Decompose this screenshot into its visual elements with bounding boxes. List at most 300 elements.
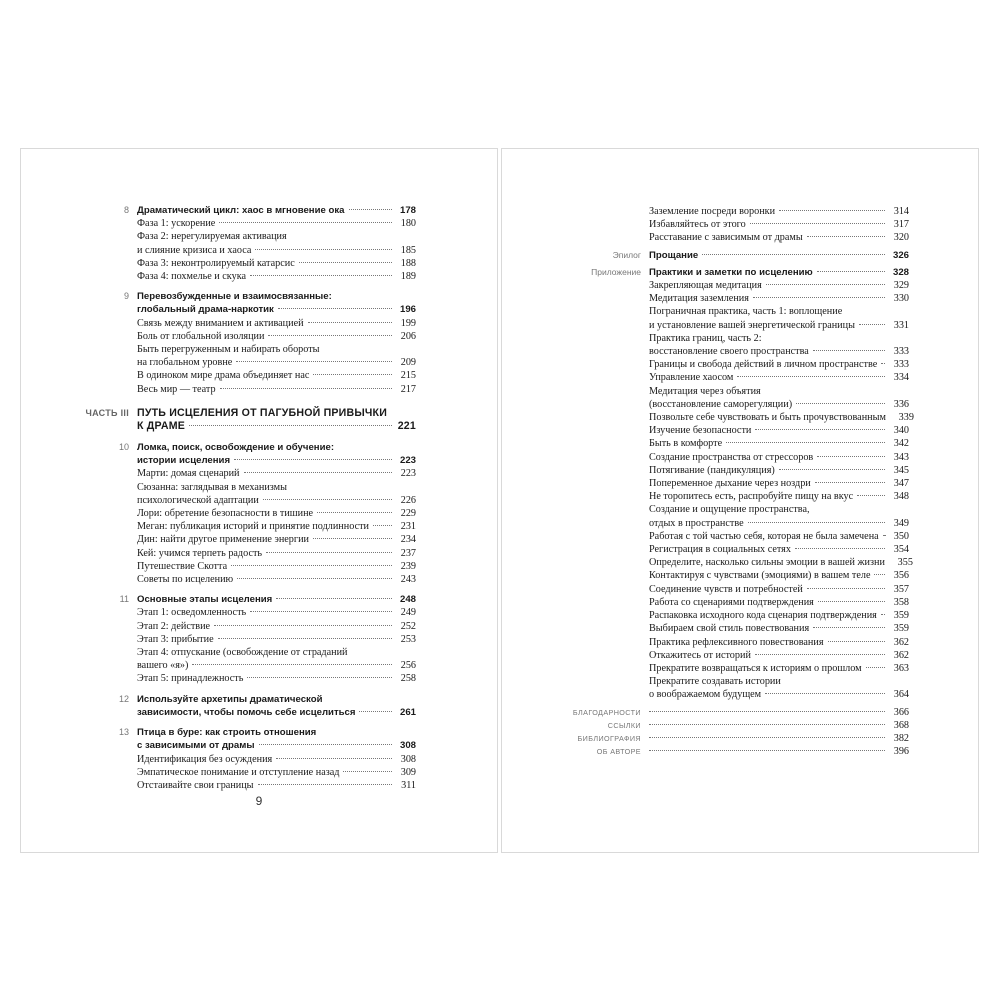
- toc-entry-text: Боль от глобальной изоляции: [137, 330, 265, 342]
- toc-entry-text: на глобальном уровне: [137, 357, 233, 369]
- toc-entry: [649, 649, 909, 662]
- toc-entry: [649, 451, 909, 464]
- dot-leader: [234, 459, 392, 460]
- toc-entry-text: Птица в буре: как строить отношения: [137, 727, 317, 739]
- chapter-title: [137, 726, 416, 752]
- toc-entry: [649, 424, 909, 437]
- toc-entry-text: Эмпатическое понимание и отступление назад: [137, 766, 340, 778]
- toc-entry: [137, 753, 416, 766]
- toc-page-number: 320: [893, 232, 909, 244]
- toc-entry: [137, 560, 416, 573]
- toc-page-number: 196: [399, 304, 416, 316]
- chapter-ch9: [123, 290, 416, 396]
- toc-entry: [649, 464, 909, 477]
- toc-entry-text: Связь между вниманием и активацией: [137, 317, 304, 329]
- toc-entry-text: Фаза 1: ускорение: [137, 218, 216, 230]
- toc-entry: [137, 317, 416, 330]
- dot-leader: [373, 525, 392, 526]
- dot-leader: [737, 376, 885, 377]
- toc-entry-text: Лори: обретение безопасности в тишине: [137, 508, 314, 520]
- toc-entry-text: Создание пространства от стрессоров: [649, 451, 814, 463]
- toc-entry-text: зависимости, чтобы помочь себе исцелиться: [137, 706, 356, 718]
- toc-entry: [649, 305, 909, 331]
- toc-entry-text: К ДРАМЕ: [137, 420, 186, 433]
- toc-entry: [137, 343, 416, 369]
- toc-page-number: 347: [893, 478, 909, 490]
- toc-entry-text: Прекратите возвращаться к историям о прошлом: [649, 662, 862, 674]
- dot-leader: [236, 361, 392, 362]
- toc-page-number: 258: [400, 673, 416, 685]
- toc-entry-text: Работая с той частью себя, которая не была замечена: [649, 530, 879, 542]
- toc-page-number: 308: [399, 740, 416, 752]
- chapter-number: 8: [123, 205, 129, 215]
- dot-leader: [247, 677, 392, 678]
- toc-entry-text: истории исцеления: [137, 455, 231, 467]
- toc-entry-text: Драматический цикл: хаос в мгновение ока: [137, 205, 345, 216]
- toc-entry-text: отдых в пространстве: [649, 517, 744, 529]
- toc-entry: [649, 490, 909, 503]
- dot-leader: [813, 627, 885, 628]
- dot-leader: [313, 374, 392, 375]
- chapter-number: 10: [118, 442, 129, 453]
- chapter-number: 11: [119, 594, 129, 605]
- toc-entry-text: Определите, насколько сильны эмоции в вашей жизни: [649, 557, 885, 569]
- toc-entry-text: о воображаемом будущем: [649, 689, 762, 701]
- toc-entry-text: Откажитесь от историй: [649, 649, 751, 661]
- dot-leader: [214, 625, 392, 626]
- toc-page-number: 396: [893, 746, 909, 758]
- page-number: 9: [255, 794, 263, 808]
- toc-entry-text: Позвольте себе чувствовать и быть прочувствованным: [649, 412, 886, 424]
- back-matter-label: ОБ АВТОРЕ: [596, 747, 641, 757]
- chapter-number: 9: [123, 291, 129, 302]
- appendix-section: [591, 266, 914, 702]
- dot-leader: [231, 565, 392, 566]
- toc-entry-text: Марти: домая сценарий: [137, 468, 240, 480]
- toc-page-number: 199: [400, 317, 416, 329]
- dot-leader: [218, 638, 392, 639]
- dot-leader: [649, 750, 885, 751]
- toc-page-number: 329: [893, 280, 909, 292]
- toc-entry: [137, 779, 416, 792]
- part-title: [137, 407, 416, 434]
- toc-entry-text: Прощание: [649, 249, 699, 261]
- dot-leader: [250, 611, 392, 612]
- toc-entry-text: Изучение безопасности: [649, 425, 752, 437]
- toc-page-number: 229: [400, 508, 416, 520]
- toc-page-number: 237: [400, 547, 416, 559]
- dot-leader: [766, 284, 885, 285]
- toc-entry-text: Кей: учимся терпеть радость: [137, 547, 263, 559]
- toc-entry-text: Путешествие Скотта: [137, 560, 228, 572]
- toc-entry-text: Медитация заземления: [649, 293, 749, 305]
- part-label: ЧАСТЬ III: [85, 407, 129, 418]
- chapter-ch8: [123, 204, 416, 283]
- dot-leader: [813, 350, 885, 351]
- toc-entry-text: ПУТЬ ИСЦЕЛЕНИЯ ОТ ПАГУБНОЙ ПРИВЫЧКИ: [137, 406, 388, 419]
- dot-leader: [349, 209, 393, 210]
- dot-leader: [359, 711, 392, 712]
- toc-entry-text: Фаза 4: похмелье и скука: [137, 271, 247, 283]
- toc-entry: [137, 672, 416, 685]
- toc-entry: [649, 437, 909, 450]
- dot-leader: [815, 482, 885, 483]
- dot-leader: [258, 784, 392, 785]
- dot-leader: [263, 499, 392, 500]
- toc-page-number: 339: [898, 412, 914, 424]
- toc-entry-text: Дин: найти другое применение энергии: [137, 534, 309, 546]
- dot-leader: [649, 737, 885, 738]
- toc-page-number: 180: [400, 218, 416, 230]
- toc-page-number: 363: [893, 662, 909, 674]
- chapter-number: 13: [118, 727, 129, 738]
- toc-entry: [649, 596, 909, 609]
- dot-leader: [883, 535, 885, 536]
- toc-page-number: 243: [400, 574, 416, 586]
- toc-entry-text: Не торопитесь есть, распробуйте пищу на вкус: [649, 491, 854, 503]
- back-matter-label: ССЫЛКИ: [607, 720, 641, 730]
- dot-leader: [299, 262, 392, 263]
- toc-entry: [137, 230, 416, 256]
- toc-entry-text: Советы по исцелению: [137, 574, 234, 586]
- toc-entry-text: Этап 5: принадлежность: [137, 673, 244, 685]
- dot-leader: [726, 442, 885, 443]
- toc-entry: [649, 662, 909, 675]
- toc-page-number: 185: [400, 244, 416, 256]
- toc-entry: [137, 257, 416, 270]
- toc-page-number: 178: [399, 205, 416, 216]
- toc-entry-text: Используйте архетипы драматической: [137, 693, 323, 705]
- epilogue-title: [649, 249, 909, 262]
- table-of-contents-left: [85, 204, 416, 792]
- toc-page-number: 357: [893, 583, 909, 595]
- part-three-heading: [85, 406, 416, 434]
- toc-entry: [137, 467, 416, 480]
- toc-entry: [137, 330, 416, 343]
- toc-entry-text: с зависимыми от драмы: [137, 740, 255, 752]
- toc-entry-text: Основные этапы исцеления: [137, 594, 273, 606]
- toc-entry: [649, 569, 909, 582]
- toc-page-number: 317: [893, 219, 909, 231]
- toc-entry-text: психологической адаптации: [137, 494, 259, 506]
- toc-page-number: 326: [892, 249, 909, 261]
- dot-leader: [266, 552, 392, 553]
- toc-page-number: 334: [893, 372, 909, 384]
- toc-entry-text: восстановление своего пространства: [649, 346, 809, 358]
- toc-entry-text: Потягивание (пандикуляция): [649, 464, 775, 476]
- toc-entry: [649, 279, 909, 292]
- toc-entry: [137, 481, 416, 507]
- toc-page-number: 309: [400, 766, 416, 778]
- toc-entry-text: Создание и ощущение пространства,: [649, 504, 810, 516]
- toc-entry-text: Фаза 3: неконтролируемый катарсис: [137, 257, 295, 269]
- dot-leader: [779, 210, 885, 211]
- toc-entry-text: Избавляйтесь от этого: [649, 219, 746, 231]
- toc-page-number: 382: [893, 732, 909, 744]
- toc-entry-text: Управление хаосом: [649, 372, 734, 384]
- dot-leader: [857, 495, 885, 496]
- toc-page-number: 231: [400, 521, 416, 533]
- toc-page-number: 234: [400, 534, 416, 546]
- dot-leader: [343, 771, 392, 772]
- toc-entry-text: Заземление посреди воронки: [649, 206, 776, 217]
- dot-leader: [881, 363, 885, 364]
- chapter-title: [137, 593, 416, 606]
- toc-entry: [649, 530, 909, 543]
- toc-page-number: 239: [400, 560, 416, 572]
- toc-entry: [649, 556, 913, 569]
- toc-entry-text: Этап 2: действие: [137, 620, 211, 632]
- back-matter-label: БИБЛИОГРАФИЯ: [577, 733, 641, 743]
- appendix-label: Приложение: [591, 266, 641, 277]
- toc-page-number: 189: [400, 271, 416, 283]
- toc-page-number: 209: [400, 357, 416, 369]
- dot-leader: [796, 403, 885, 404]
- toc-page-number: 350: [893, 530, 909, 542]
- toc-entry-text: Меган: публикация историй и принятие подлинности: [137, 521, 369, 533]
- toc-page-number: 359: [893, 623, 909, 635]
- toc-page-number: 308: [400, 753, 416, 765]
- dot-leader: [317, 512, 392, 513]
- dot-leader: [278, 308, 392, 309]
- toc-page-number: 345: [893, 464, 909, 476]
- dot-leader: [268, 335, 392, 336]
- toc-entry: [137, 633, 416, 646]
- chapter-ch10: [118, 441, 416, 586]
- toc-entry: [649, 205, 909, 218]
- appendix-title: [649, 266, 909, 279]
- dot-leader: [308, 322, 392, 323]
- toc-entry: [649, 503, 909, 529]
- toc-entry-text: Этап 3: прибытие: [137, 633, 214, 645]
- dot-leader: [881, 614, 885, 615]
- toc-entry-text: Попеременное дыхание через ноздри: [649, 478, 811, 490]
- toc-page-number: 314: [893, 206, 909, 217]
- dot-leader: [818, 601, 885, 602]
- toc-entry: [649, 385, 909, 411]
- toc-entry: [137, 606, 416, 619]
- toc-entry-text: Ломка, поиск, освобождение и обучение:: [137, 442, 335, 454]
- dot-leader: [779, 469, 885, 470]
- toc-entry-text: Распаковка исходного кода сценария подтверждения: [649, 610, 877, 622]
- toc-entry-text: и слияние кризиса и хаоса: [137, 244, 252, 256]
- back-matter-leader-row: [649, 719, 909, 732]
- toc-entry-text: Контактируя с чувствами (эмоциями) в вашем теле: [649, 570, 871, 582]
- toc-page-number: 206: [400, 330, 416, 342]
- toc-page-number: 354: [893, 544, 909, 556]
- toc-entry-text: вашего «я»): [137, 660, 189, 672]
- toc-entry-text: Соединение чувств и потребностей: [649, 583, 803, 595]
- toc-page-number: 355: [897, 557, 913, 569]
- back-matter-leader-row: [649, 732, 909, 745]
- toc-page-number: 356: [893, 570, 909, 582]
- dot-leader: [276, 598, 392, 599]
- toc-entry: [137, 217, 416, 230]
- toc-page-number: 331: [893, 319, 909, 331]
- chapter-title: [137, 693, 416, 719]
- back-matter-entry: [572, 706, 909, 719]
- toc-entry: [137, 646, 416, 672]
- dot-leader: [259, 744, 392, 745]
- epilogue-label: Эпилог: [612, 249, 641, 260]
- toc-entry-text: Выбираем свой стиль повествования: [649, 623, 810, 635]
- toc-entry-text: Работа со сценариями подтверждения: [649, 596, 814, 608]
- dot-leader: [276, 758, 392, 759]
- chapter-number: 12: [118, 693, 129, 704]
- toc-entry: [137, 520, 416, 533]
- toc-page-number: 215: [400, 370, 416, 382]
- toc-entry-text: Весь мир — театр: [137, 383, 216, 395]
- toc-entry: [649, 332, 909, 358]
- toc-entry: [649, 218, 909, 231]
- toc-page-number: 261: [399, 706, 416, 718]
- dot-leader: [748, 522, 885, 523]
- chapter-title: [137, 204, 416, 217]
- toc-page-number: 223: [399, 455, 416, 467]
- toc-page-number: 248: [399, 594, 416, 606]
- toc-entry-text: Пограничная практика, часть 1: воплощение: [649, 306, 843, 318]
- toc-page-number: 330: [893, 293, 909, 305]
- toc-entry-text: Отстаивайте свои границы: [137, 779, 254, 791]
- toc-page-number: 249: [400, 607, 416, 619]
- chapter-title: [137, 441, 416, 467]
- toc-entry-text: Фаза 2: нерегулируемая активация: [137, 231, 287, 243]
- toc-page-number: 188: [400, 257, 416, 269]
- toc-entry: [649, 675, 909, 701]
- toc-entry: [137, 383, 416, 396]
- back-matter-entry: [577, 732, 909, 745]
- dot-leader: [817, 271, 885, 272]
- toc-entry: [137, 507, 416, 520]
- toc-entry: [137, 573, 416, 586]
- toc-page-number: 362: [893, 636, 909, 648]
- chapter-title: [137, 290, 416, 316]
- toc-entry-text: Перевозбужденные и взаимосвязанные:: [137, 291, 332, 303]
- dot-leader: [244, 472, 392, 473]
- toc-entry: [649, 622, 909, 635]
- toc-entry-text: Сюзанна: заглядывая в механизмы: [137, 481, 287, 493]
- toc-page-number: 223: [400, 468, 416, 480]
- dot-leader: [807, 588, 885, 589]
- back-matter-entry: [607, 719, 909, 732]
- toc-entry-text: Прекратите создавать истории: [649, 676, 781, 688]
- toc-page-number: 362: [893, 649, 909, 661]
- toc-page-number: 333: [893, 359, 909, 371]
- toc-entry-text: Расставание с зависимым от драмы: [649, 232, 803, 244]
- back-matter-leader-row: [649, 706, 909, 719]
- chapter-ch11: [119, 593, 416, 685]
- toc-page-number: 226: [400, 494, 416, 506]
- back-matter-leader-row: [649, 745, 909, 758]
- toc-entry: [137, 369, 416, 382]
- dot-leader: [755, 654, 885, 655]
- toc-entry-text: Закрепляющая медитация: [649, 280, 762, 292]
- dot-leader: [866, 667, 885, 668]
- dot-leader: [649, 724, 885, 725]
- chapter-ch12: [118, 693, 416, 719]
- toc-page-number: 256: [400, 660, 416, 672]
- left-page: [20, 148, 498, 853]
- dot-leader: [702, 254, 885, 255]
- toc-entry: [137, 533, 416, 546]
- dot-leader: [750, 223, 885, 224]
- toc-page-number: 221: [397, 420, 416, 433]
- toc-entry: [649, 371, 909, 384]
- toc-page-number: 368: [893, 719, 909, 731]
- toc-entry-text: Практика рефлексивного повествования: [649, 636, 824, 648]
- dot-leader: [220, 388, 392, 389]
- toc-entry: [649, 477, 909, 490]
- dot-leader: [874, 574, 885, 575]
- toc-entry-text: глобальный драма-наркотик: [137, 304, 274, 316]
- toc-entry-text: Быть в комфорте: [649, 438, 723, 450]
- toc-page-number: 252: [400, 620, 416, 632]
- toc-entry: [649, 231, 909, 244]
- toc-page-number: 311: [401, 779, 416, 791]
- toc-page-number: 333: [893, 346, 909, 358]
- toc-entry: [649, 411, 914, 424]
- toc-entry-text: Границы и свобода действий в личном пространстве: [649, 359, 878, 371]
- toc-page-number: 253: [400, 633, 416, 645]
- dot-leader: [237, 578, 392, 579]
- toc-page-number: 366: [893, 706, 909, 718]
- dot-leader: [255, 249, 392, 250]
- toc-entry-text: Быть перегруженным и набирать обороты: [137, 344, 320, 356]
- toc-entry: [137, 620, 416, 633]
- back-matter-entry: [596, 745, 909, 758]
- toc-entry: [649, 609, 909, 622]
- toc-entry-text: и установление вашей энергетической границы: [649, 319, 855, 331]
- toc-page-number: 349: [893, 517, 909, 529]
- toc-page-number: 217: [400, 383, 416, 395]
- toc-page-number: 340: [893, 425, 909, 437]
- toc-page-number: 364: [893, 689, 909, 701]
- toc-entry-text: Этап 4: отпускание (освобождение от страданий: [137, 647, 348, 659]
- dot-leader: [189, 425, 392, 426]
- toc-entry-text: Практики и заметки по исцелению: [649, 266, 813, 278]
- dot-leader: [313, 538, 392, 539]
- toc-entry-text: Этап 1: осведомленность: [137, 607, 247, 619]
- toc-entry-text: Медитация через объятия: [649, 385, 761, 397]
- toc-entry: [649, 292, 909, 305]
- dot-leader: [795, 548, 885, 549]
- toc-entry-text: Идентификация без осуждения: [137, 753, 273, 765]
- dot-leader: [859, 324, 885, 325]
- dot-leader: [250, 275, 392, 276]
- toc-page-number: 343: [893, 451, 909, 463]
- dot-leader: [817, 456, 885, 457]
- toc-entry-text: В одиноком мире драма объединяет нас: [137, 370, 310, 382]
- toc-entry: [649, 358, 909, 371]
- dot-leader: [807, 236, 885, 237]
- toc-entry: [649, 543, 909, 556]
- epilogue-section: [612, 249, 909, 262]
- dot-leader: [828, 641, 885, 642]
- dot-leader: [649, 711, 885, 712]
- dot-leader: [755, 429, 885, 430]
- toc-entry: [137, 766, 416, 779]
- toc-entry: [649, 636, 909, 649]
- toc-page-number: 342: [893, 438, 909, 450]
- toc-page-number: 348: [893, 491, 909, 503]
- toc-page-number: 358: [893, 596, 909, 608]
- toc-entry-text: (восстановление саморегуляции): [649, 398, 793, 410]
- table-of-contents-right: [572, 205, 914, 758]
- toc-entry-text: Практика границ, часть 2:: [649, 332, 762, 344]
- toc-entry-text: Регистрация в социальных сетях: [649, 544, 791, 556]
- chapter-ch13: [118, 726, 416, 792]
- back-matter-label: БЛАГОДАРНОСТИ: [572, 707, 641, 717]
